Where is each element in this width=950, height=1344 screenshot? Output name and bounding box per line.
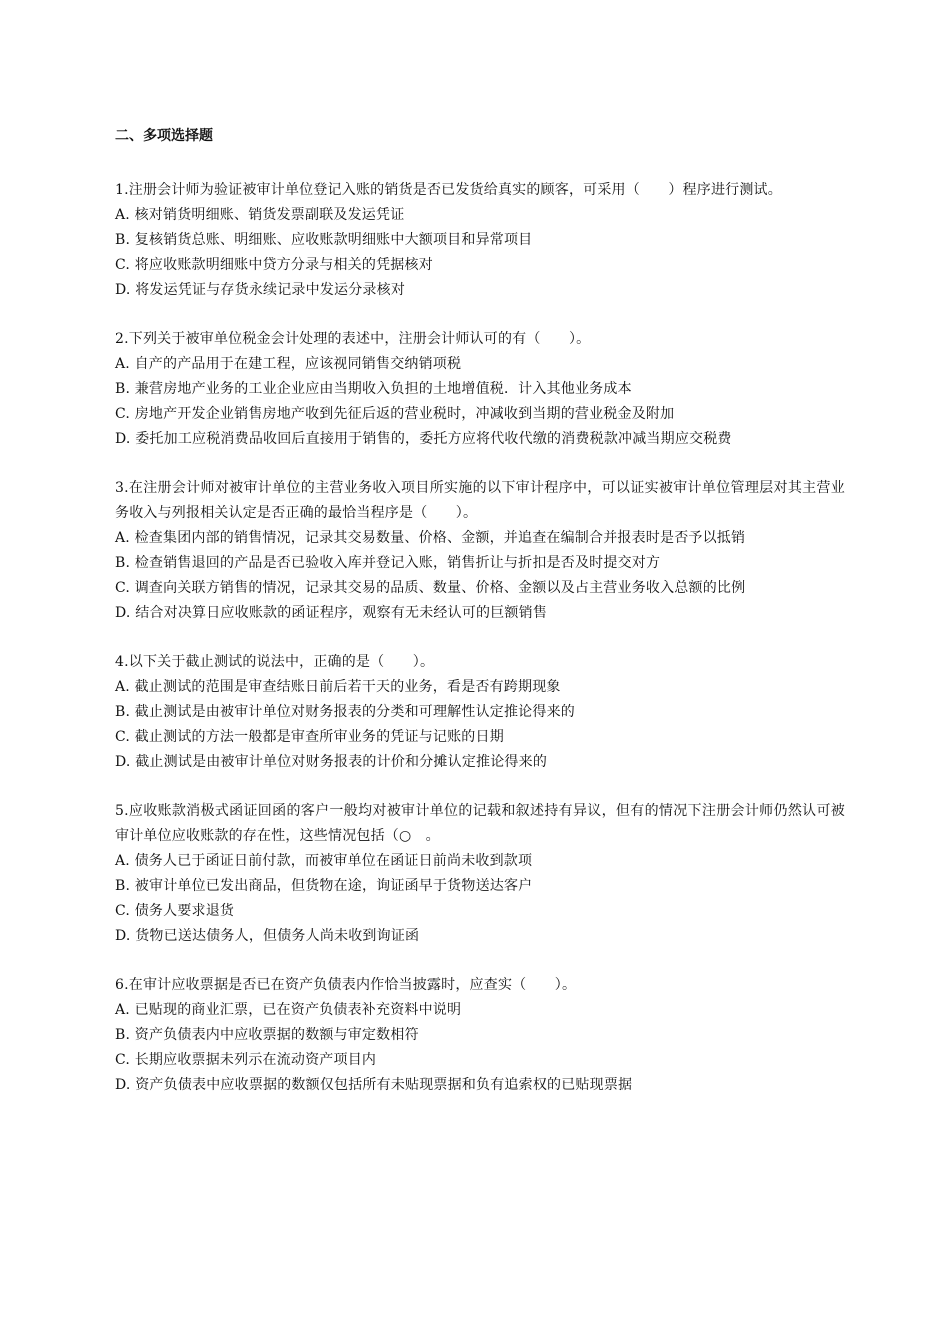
question-stem: 2.下列关于被审单位税金会计处理的表述中，注册会计师认可的有（ ）。 <box>115 331 591 347</box>
option-d: D. 资产负债表中应收票据的数额仅包括所有未贴现票据和负有追索权的已贴现票据 <box>115 1077 633 1093</box>
question-3 <box>115 476 845 626</box>
question-stem: 6.在审计应收票据是否已在资产负债表内作恰当披露时，应查实（ ）。 <box>115 977 577 993</box>
option-a: A. 已贴现的商业汇票，已在资产负债表补充资料中说明 <box>115 1002 462 1018</box>
question-stem: 3.在注册会计师对被审计单位的主营业务收入项目所实施的以下审计程序中，可以证实被审计单位管理层对其主营业务收入与列报相关认定是否正确的最恰当程序是（ ）。 <box>115 480 845 521</box>
option-b: B. 被审计单位已发出商品，但货物在途，询证函早于货物送达客户 <box>115 878 533 894</box>
option-d: D. 货物已送达债务人，但债务人尚未收到询证函 <box>115 928 420 944</box>
question-1 <box>115 178 845 303</box>
option-d: D. 将发运凭证与存货永续记录中发运分录核对 <box>115 282 406 298</box>
question-4 <box>115 650 845 775</box>
option-c: C. 房地产开发企业销售房地产收到先征后返的营业税时，冲减收到当期的营业税金及附加 <box>115 406 675 422</box>
option-b: B. 截止测试是由被审计单位对财务报表的分类和可理解性认定推论得来的 <box>115 704 575 720</box>
section-title: 二、多项选择题 <box>115 128 213 144</box>
question-stem: 5.应收账款消极式函证回函的客户一般均对被审计单位的记载和叙述持有异议，但有的情况下注册会计师仍然认可被审计单位应收账款的存在性，这些情况包括（○ 。 <box>115 803 845 844</box>
option-c: C. 调查向关联方销售的情况，记录其交易的品质、数量、价格、金额以及占主营业务收入总额的比例 <box>115 580 746 596</box>
question-stem: 4.以下关于截止测试的说法中，正确的是（ ）。 <box>115 654 435 670</box>
document-page <box>115 124 845 1122</box>
option-c: C. 债务人要求退货 <box>115 903 235 919</box>
question-6 <box>115 973 845 1098</box>
option-a: A. 核对销货明细账、销货发票副联及发运凭证 <box>115 207 405 223</box>
option-d: D. 截止测试是由被审计单位对财务报表的计价和分摊认定推论得来的 <box>115 754 548 770</box>
option-c: C. 截止测试的方法一般都是审查所审业务的凭证与记账的日期 <box>115 729 504 745</box>
option-b: B. 检查销售退回的产品是否已验收入库并登记入账，销售折让与折扣是否及时提交对方 <box>115 555 661 571</box>
question-2 <box>115 327 845 452</box>
question-5 <box>115 799 845 949</box>
option-b: B. 复核销货总账、明细账、应收账款明细账中大额项目和异常项目 <box>115 232 533 248</box>
question-stem: 1.注册会计师为验证被审计单位登记入账的销货是否已发货给真实的顾客，可采用（ ）程序进行测试。 <box>115 182 782 198</box>
option-a: A. 检查集团内部的销售情况，记录其交易数量、价格、金额，并追查在编制合并报表时是否予以抵销 <box>115 530 746 546</box>
option-c: C. 长期应收票据未列示在流动资产项目内 <box>115 1052 377 1068</box>
option-c: C. 将应收账款明细账中贷方分录与相关的凭据核对 <box>115 257 433 273</box>
option-b: B. 兼营房地产业务的工业企业应由当期收入负担的土地增值税．计入其他业务成本 <box>115 381 632 397</box>
option-d: D. 结合对决算日应收账款的函证程序，观察有无未经认可的巨额销售 <box>115 605 548 621</box>
option-b: B. 资产负债表内中应收票据的数额与审定数相符 <box>115 1027 419 1043</box>
option-d: D. 委托加工应税消费品收回后直接用于销售的，委托方应将代收代缴的消费税款冲减当期应交税费 <box>115 431 732 447</box>
option-a: A. 自产的产品用于在建工程，应该视同销售交纳销项税 <box>115 356 462 372</box>
option-a: A. 债务人已于函证日前付款，而被审单位在函证日前尚未收到款项 <box>115 853 533 869</box>
option-a: A. 截止测试的范围是审查结账日前后若干天的业务，看是否有跨期现象 <box>115 679 561 695</box>
